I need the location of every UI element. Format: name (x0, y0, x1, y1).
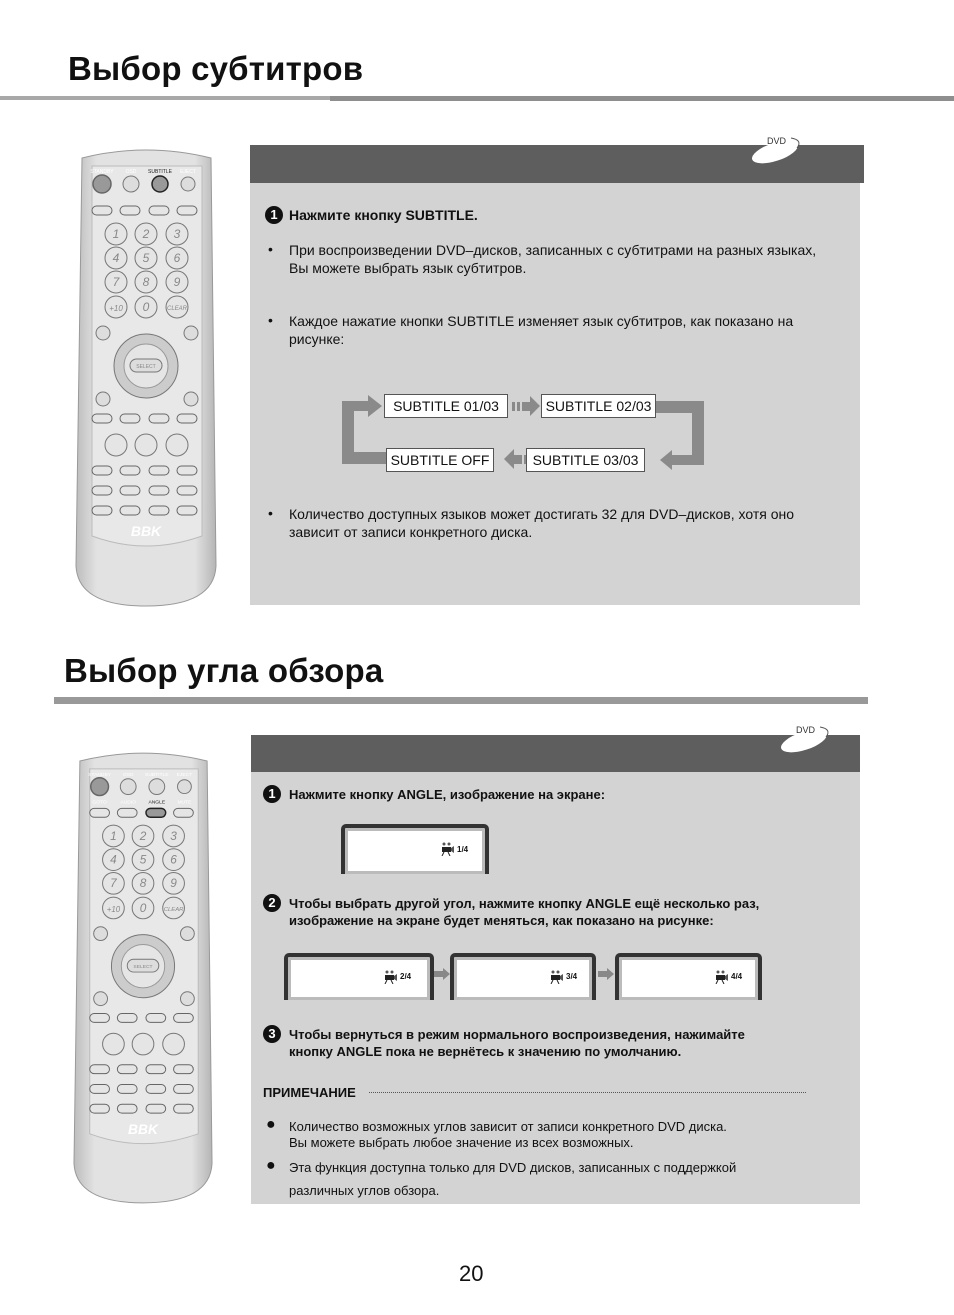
tv-screen-preview (284, 953, 434, 1000)
page-number: 20 (459, 1261, 484, 1286)
svg-text:+10: +10 (109, 304, 123, 313)
svg-text:EJECT: EJECT (180, 169, 196, 175)
section-title-angle: Выбор угла обзора (64, 652, 384, 689)
svg-text:6: 6 (170, 852, 177, 867)
svg-text:3: 3 (173, 227, 181, 241)
note-dotted-divider (369, 1092, 806, 1093)
svg-text:CLEAR: CLEAR (163, 906, 184, 913)
svg-text:SELECT: SELECT (136, 364, 156, 370)
bullet-2-line2: рисунке: (289, 331, 345, 347)
svg-text:1: 1 (110, 828, 117, 843)
svg-text:+10: +10 (106, 904, 121, 914)
svg-text:2: 2 (142, 227, 150, 241)
subtitle-state-box: SUBTITLE 02/03 (541, 394, 656, 418)
svg-text:5: 5 (142, 251, 150, 265)
angle-indicator: 3/4 (566, 972, 578, 981)
svg-text:3: 3 (170, 828, 177, 843)
svg-text:ANGLE: ANGLE (148, 800, 166, 806)
bullet-dot: ● (266, 1157, 276, 1174)
svg-text:SELECT: SELECT (133, 965, 153, 971)
step-number-badge: 1 (265, 206, 283, 224)
svg-text:6: 6 (173, 251, 181, 265)
svg-text:8: 8 (139, 876, 147, 891)
camera-angle-icon (384, 970, 398, 986)
svg-text:DVD: DVD (767, 136, 787, 146)
step-2-line1: Чтобы выбрать другой угол, нажмите кнопку ANGLE ещё несколько раз, (289, 896, 760, 911)
subtitle-state-box: SUBTITLE 03/03 (526, 448, 645, 472)
note-2-line1: Эта функция доступна только для DVD дисков, записанных с поддержкой (289, 1160, 737, 1175)
step-1-text: Нажмите кнопку SUBTITLE. (289, 207, 478, 223)
step-number-badge: 2 (263, 894, 281, 912)
note-heading: ПРИМЕЧАНИЕ (263, 1085, 356, 1100)
angle-indicator: 2/4 (400, 972, 412, 981)
svg-text:DVD: DVD (796, 725, 816, 735)
section-title-subtitles: Выбор субтитров (68, 50, 364, 87)
svg-text:4: 4 (110, 852, 117, 867)
angle-indicator: 1/4 (457, 845, 469, 854)
svg-text:9: 9 (173, 275, 181, 289)
svg-text:4: 4 (112, 251, 120, 265)
svg-text:BBK: BBK (128, 1121, 158, 1137)
bullet-1-line2: Вы можете выбрать язык субтитров. (289, 260, 527, 276)
angle-indicator: 4/4 (731, 972, 743, 981)
svg-text:9: 9 (170, 876, 177, 891)
camera-angle-icon (550, 970, 564, 986)
bullet-dot: • (268, 312, 273, 328)
svg-text:5: 5 (139, 852, 147, 867)
svg-text:CLEAR: CLEAR (166, 306, 188, 312)
bullet-3-line2: зависит от записи конкретного диска. (289, 524, 533, 540)
svg-text:SUBTITLE: SUBTITLE (145, 772, 169, 778)
svg-text:MUTE: MUTE (177, 800, 192, 806)
dvd-logo-icon (747, 132, 807, 170)
bullet-dot: ● (266, 1116, 276, 1133)
svg-text:GOTO: GOTO (92, 800, 107, 806)
svg-text:7: 7 (112, 275, 120, 289)
camera-angle-icon (441, 842, 455, 858)
bullet-dot: • (268, 505, 273, 521)
arrow-right-icon (434, 968, 450, 980)
note-1-line1: Количество возможных углов зависит от записи конкретного DVD диска. (289, 1119, 727, 1134)
bullet-dot: • (268, 241, 273, 257)
bullet-1-line1: При воспроизведении DVD–дисков, записанных с субтитрами на разных языках, (289, 242, 817, 258)
subtitle-state-box: SUBTITLE 01/03 (384, 394, 508, 418)
bullet-3-line1: Количество доступных языков может достигать 32 для DVD–дисков, хотя оно (289, 506, 795, 522)
svg-text:1: 1 (112, 227, 120, 241)
camera-angle-icon (715, 970, 729, 986)
step-1-text: Нажмите кнопку ANGLE, изображение на экране: (289, 787, 606, 802)
note-1-line2: Вы можете выбрать любое значение из всех возможных. (289, 1135, 634, 1150)
remote-control-image (74, 146, 219, 608)
svg-text:AUDIO: AUDIO (120, 800, 137, 806)
step-2-line2: изображение на экране будет меняться, как показано на рисунке: (289, 913, 714, 928)
title-divider-accent (330, 96, 954, 101)
step-3-line2: кнопку ANGLE пока не вернётесь к значению по умолчанию. (289, 1044, 682, 1059)
svg-text:EJECT: EJECT (176, 772, 193, 778)
note-2-line2: различных углов обзора. (289, 1183, 440, 1198)
svg-text:STANDBY: STANDBY (90, 169, 114, 175)
svg-text:0: 0 (142, 300, 150, 314)
subtitle-state-box: SUBTITLE OFF (386, 448, 494, 472)
step-number-badge: 3 (263, 1025, 281, 1043)
svg-text:SUBTITLE: SUBTITLE (148, 169, 172, 175)
step-number-badge: 1 (263, 785, 281, 803)
panel-header-bar (251, 735, 860, 772)
remote-control-image (72, 746, 215, 1208)
svg-text:STANDBY: STANDBY (88, 772, 112, 778)
svg-text:OSD: OSD (125, 169, 137, 175)
bullet-2-line1: Каждое нажатие кнопки SUBTITLE изменяет язык субтитров, как показано на (289, 313, 794, 329)
svg-text:BBK: BBK (130, 523, 162, 539)
arrow-right-icon (598, 968, 614, 980)
dvd-logo-icon (776, 721, 836, 759)
svg-text:8: 8 (142, 275, 150, 289)
svg-text:0: 0 (139, 900, 147, 915)
title-divider (54, 697, 868, 704)
svg-text:2: 2 (139, 828, 147, 843)
svg-text:7: 7 (110, 876, 117, 891)
step-3-line1: Чтобы вернуться в режим нормального воспроизведения, нажимайте (289, 1027, 745, 1042)
svg-text:OSD: OSD (122, 772, 134, 778)
